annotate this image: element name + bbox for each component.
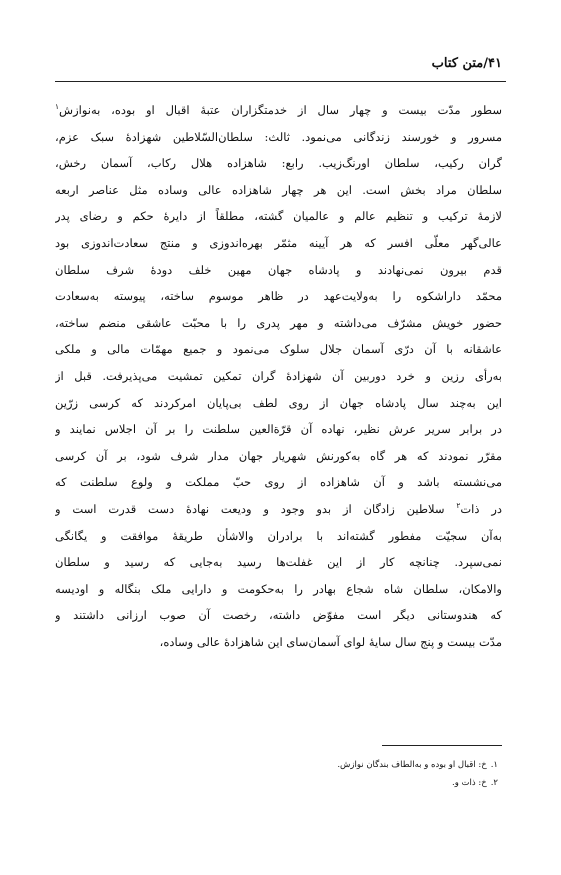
text-line-6: عالی‌گهر معلّی افسر که هر آیینه مثمّر بهره‌اندوزی و منتج سعادت‌اندوزی بود (55, 235, 502, 250)
footnote-number: ۲. (490, 778, 498, 788)
footnote-text: خ: ذات و. (452, 778, 487, 788)
text-line-7: قدم بیرون نمی‌نهادند و پادشاه جهان مهین خلف دودهٔ شرف سلطان (55, 262, 502, 277)
text-line-2: مسرور و خورسند زندگانی می‌نمود. ثالث: سلطان‌السّلاطین شهزادهٔ سبک عزم، (55, 129, 502, 144)
text-line-14: مقرّر نمودند که هر گاه به‌کورنش شهریار جهان مدار شرف شود، بر آن کرسی (55, 448, 502, 463)
footnote-ref-2[interactable]: ۲ (456, 501, 461, 511)
footnote-1 (337, 756, 498, 774)
footnotes (337, 756, 498, 792)
text-line-5: لازمهٔ ترکیب و تنظیم عالم و عالمیان گشته، مطلقاً از دایرهٔ حکم و رضای پدر (55, 209, 502, 224)
text-line-1: سطور مدّت بیست و چهار سال از خدمتگزاران عتبهٔ اقبال او بوده، به‌نوازش$^۱$ (55, 102, 502, 117)
text-line-21: مدّت بیست و پنج سال سایهٔ لوای آسمان‌سای این شاهزادهٔ عالی وساده، (159, 634, 502, 649)
footnote-text: خ: اقبال او بوده و به‌الطاف بندگان نوازش. (337, 760, 487, 770)
text-line-12: این به‌چند سال پادشاه جهان از روی لطف بی‌پایان امرکردند که کرسی زرّین (55, 395, 502, 410)
header-divider (55, 81, 506, 82)
footnote-ref-1[interactable]: ۱ (55, 102, 60, 112)
text-line-10: عاشقانه با آن درّی آسمان جلال سلوک می‌نمود و جمیع مهمّات مالی و ملکی (55, 342, 502, 357)
footnote-2 (337, 774, 498, 792)
text-line-3: گران رکیب، سلطان اورنگ‌زیب. رابع: شاهزاده هلال رکاب، آسمان رخش، (55, 156, 502, 171)
text-line-13: در برابر سریر عرش نظیر، نهاده آن قرّةالعین سلطنت را بر آن اجلاس نمایند و (55, 422, 502, 437)
text-line-16: در ذات$^۲$ سلاطین زادگان از بدو وجود و ودیعت نهادهٔ دست قدرت است و (55, 501, 502, 516)
text-line-9: حضور خویش مشرّف می‌داشته و مهر پدری را با محبّت عاشقی منضم ساخته، (55, 315, 502, 330)
text-line-15: می‌نشسته باشد و آن شاهزاده از روی حبّ مملکت و ولوع سلطنت که (55, 475, 502, 490)
text-line-19: والامکان، سلطان شاه شجاع بهادر را به‌حکومت و دارایی ملک بنگاله و اودیسه (55, 581, 502, 596)
footnote-number: ۱. (490, 760, 498, 770)
text-line-18: نمی‌سپرد. چنانچه کار از این غفلت‌ها رسید به‌جایی که رسید و سلطان (55, 555, 502, 570)
running-header: ۴۱/متن کتاب (431, 56, 502, 71)
text-line-4: سلطان مراد بخش است. این هر چهار شاهزاده عالی وساده مثل عناصر اربعه (55, 182, 502, 197)
text-line-20: که هندوستانی دیگر است مفوّض داشته، رخصت آن صوب ارزانی داشتند و (55, 608, 502, 623)
footnote-divider (382, 745, 502, 746)
text-line-8: محمّد داراشکوه را به‌ولایت‌عهد در ظاهر موسوم ساخته، پیوسته به‌سعادت (55, 289, 502, 304)
body-text (55, 97, 502, 655)
text-line-11: به‌رأی رزین و خرد دوربین آن شهزادهٔ گران تمکین تمشیت می‌پذیرفت. قبل از (55, 368, 502, 383)
text-line-17: به‌آن سجیّت مفطور گشته‌اند با برادران والاشأن طریقهٔ موافقت و یگانگی (55, 528, 502, 543)
